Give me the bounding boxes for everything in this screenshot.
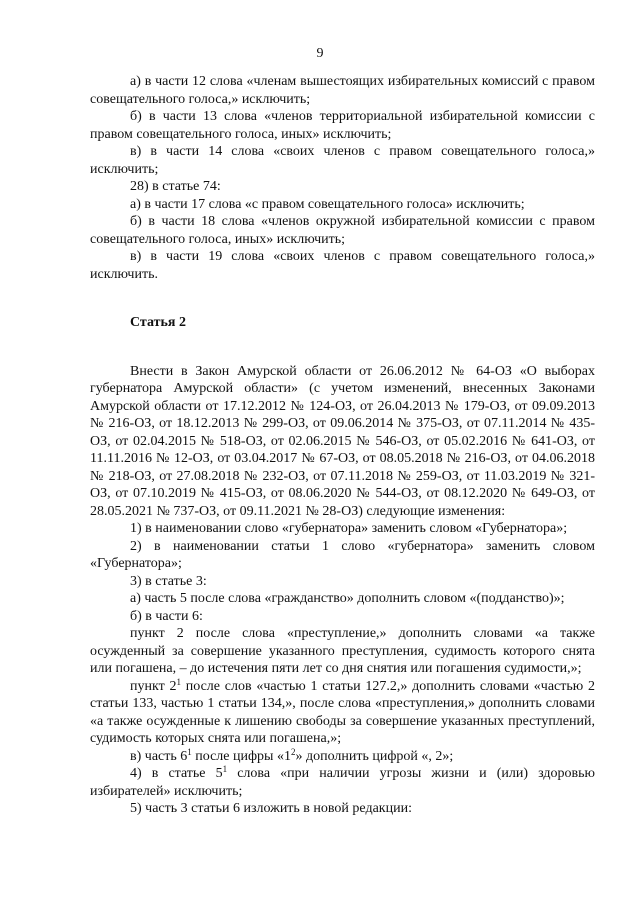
superscript: 1 xyxy=(187,746,192,757)
paragraph: а) часть 5 после слова «гражданство» дополнить словом «(подданство)»; xyxy=(130,591,565,606)
text-segment: после цифры «1 xyxy=(191,748,291,764)
paragraph: б) в части 13 слова «членов территориальной избирательной комиссии с правом совещательного голоса, иных» исключить; xyxy=(90,109,595,142)
text-segment: » дополнить цифрой «, 2»; xyxy=(295,748,454,764)
article-heading: Статья 2 xyxy=(130,315,186,330)
paragraph: 2) в наименовании статьи 1 слово «губернатора» заменить словом «Губернатора»; xyxy=(90,538,595,571)
paragraph xyxy=(90,765,595,800)
paragraph: б) в части 18 слова «членов окружной избирательной комиссии с правом совещательного голоса, иных» исключить; xyxy=(90,214,595,247)
paragraph: 28) в статье 74: xyxy=(130,179,221,194)
paragraph: б) в части 6: xyxy=(130,608,203,624)
paragraph: 5) часть 3 статьи 6 изложить в новой редакции: xyxy=(130,801,412,816)
paragraph: 1) в наименовании слово «губернатора» заменить словом «Губернатора»; xyxy=(130,521,568,536)
text-segment: в) часть 6 xyxy=(130,748,188,764)
paragraph: в) в части 19 слова «своих членов с правом совещательного голоса,» исключить. xyxy=(90,249,595,282)
document-body xyxy=(90,73,595,818)
text-segment: пункт 2 xyxy=(130,678,177,694)
text-segment: слова «при наличии угрозы жизни и (или) здоровью избирателей» исключить; xyxy=(90,766,595,799)
paragraph: пункт 2 после слова «преступление,» дополнить словами «а также осужденный за совершение указанного преступления, судимость которого снята или погашена, – до истечения пяти лет со дня снятия или погашения судимости,»; xyxy=(90,626,595,676)
article-intro: Внести в Закон Амурской области от 26.06.2012 № 64-ОЗ «О выборах губернатора Амурской области» (с учетом изменений, внесенных Законами Амурской области от 17.12.2012 № 124-ОЗ, от 26.04.2013 № 179-ОЗ, от 09.09.2013 № 216-ОЗ, от 18.12.2013 № 299-ОЗ, от 09.06.2014 № 375-ОЗ, от 07.11.2014 № 435-ОЗ, от 02.04.2015 № 518-ОЗ, от 02.06.2015 № 546-ОЗ, от 05.02.2016 № 641-ОЗ, от 11.11.2016 № 12-ОЗ, от 03.04.2017 № 67-ОЗ, от 08.05.2018 № 216-ОЗ, от 04.06.2018 № 218-ОЗ, от 27.08.2018 № 232-ОЗ, от 07.11.2018 № 259-ОЗ, от 11.03.2019 № 321-ОЗ, от 07.10.2019 № 415-ОЗ, от 08.06.2020 № 544-ОЗ, от 08.12.2020 № 649-ОЗ, от 28.05.2021 № 737-ОЗ, от 09.11.2021 № 28-ОЗ) следующие изменения: xyxy=(90,363,595,519)
superscript: 1 xyxy=(222,764,228,774)
page-number: 9 xyxy=(316,46,324,61)
paragraph: а) в части 12 слова «членам вышестоящих избирательных комиссий с правом совещательного голоса,» исключить; xyxy=(90,74,595,107)
superscript: 2 xyxy=(290,746,296,757)
superscript: 1 xyxy=(176,676,181,687)
paragraph xyxy=(90,748,595,766)
paragraph: в) в части 14 слова «своих членов с правом совещательного голоса,» исключить; xyxy=(90,144,595,177)
paragraph: а) в части 17 слова «с правом совещательного голоса» исключить; xyxy=(130,196,525,212)
paragraph: 3) в статье 3: xyxy=(130,573,207,589)
paragraph xyxy=(90,678,595,748)
text-segment: после слов «частью 1 статьи 127.2,» дополнить словами «частью 2 статьи 133, частью 1 статьи 134,», после слова «преступления,» дополнить словами «а также осужденные к лишению свободы за совершение указанных преступлений, судимость которых снята или погашена,»; xyxy=(90,678,595,746)
text-segment: 4) в статье 5 xyxy=(130,766,223,781)
